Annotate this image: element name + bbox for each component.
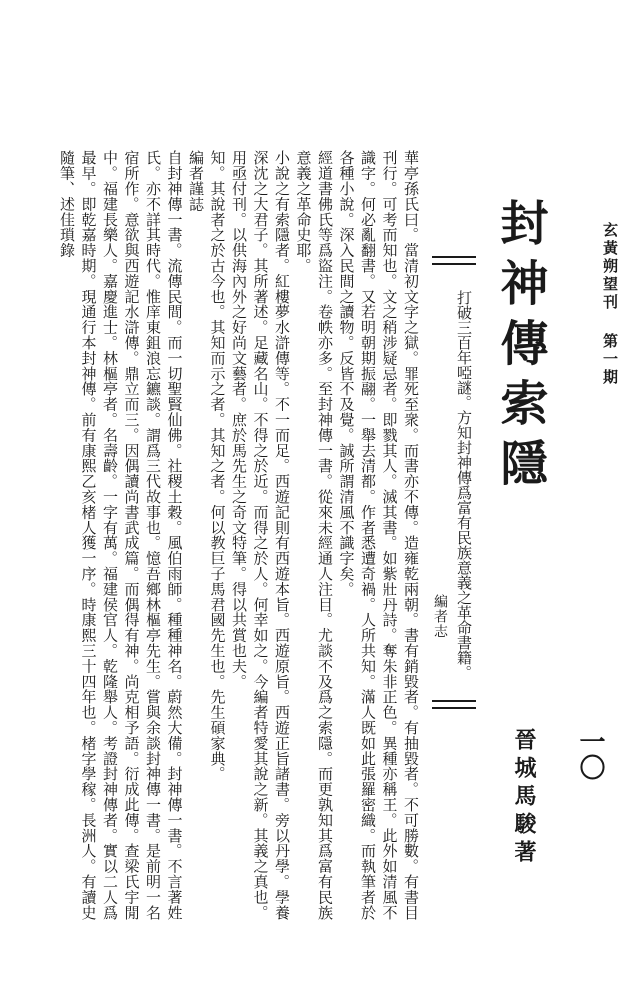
body-paragraph: 小說之有索隱者。紅樓夢水滸傳等。不一而足。西遊記則有西遊本旨。西遊原旨。西遊正旨諸書。旁以丹學。學養深沈之大君子。其所著述。足藏名山。不得之於近。而得之於人。何幸如之。今編者特愛其說之新。其義之真也。用亟付刊。以供海內外之好尚文藝者。庶於馬先生之奇文特筆。得以共賞也夫。 bbox=[230, 150, 291, 920]
divider-rule bbox=[432, 700, 476, 702]
journal-header: 玄黃朔望刊 第一期 bbox=[601, 222, 619, 387]
divider-rule bbox=[432, 263, 476, 265]
body-paragraph: 自封神傳一書。流傳民間。而一切聖賢仙佛。社稷土穀。風伯雨師。種種神名。蔚然大備。封神傳一書。不言著姓氏。亦不詳其時代。惟庠東鉏浪忘鑣談。謂爲三代故事也。憶吾鄉林樞亭先生。嘗與余談封神傳一書。是前明一名宿所作。意欲與西遊記水滸傳。鼎立而三。因偶讀尚書武成篇。而偶得有神。尚克相予語。衍成此傳。查梁氏宇閒中。福建長樂人。嘉慶進士。林樞亭者。名壽齡。一字有萬。福建侯官人。乾隆舉人。考證封神傳者。實以二人爲最早。即乾嘉時期。現通行本封神傳。前有康熙乙亥楮人獲一序。時康熙三十四年也。楮字學稼。長洲人。有讀史隨筆、述佳瑣錄 bbox=[58, 150, 184, 920]
author-name: 馬駿 bbox=[511, 784, 537, 840]
editor-note-sign: 編者謹誌 bbox=[187, 150, 205, 212]
editor-signature: 編者志 bbox=[432, 594, 448, 639]
author-place: 晉城 bbox=[511, 728, 537, 784]
article-title: 封神傳索隱 bbox=[492, 198, 548, 498]
divider-rule bbox=[432, 707, 476, 709]
body-paragraph: 經道書佛氏等爲盜注。卷帙亦多。至封神傳一書。從來未經通人注目。尤談不及爲之索隱。而更孰知其爲富有民族意義之革命史耶。 bbox=[294, 150, 334, 920]
author-role: 著 bbox=[511, 840, 537, 868]
divider-rule bbox=[432, 256, 476, 258]
page-number: 一〇 bbox=[575, 728, 605, 780]
body-paragraph: 華亭孫氏曰。當清初文字之獄。罪死至衆。而書亦不傳。造雍乾兩朝。書有銷毀者。有抽毀者。不可勝數。有書目刊行。可考而知也。文之稍涉疑忌者。即戮其人。滅其書。如紫壯丹詩。奪朱非正色。異種亦稱王。此外如清風不識字。何必亂翻書。又若明朝期振翮。一舉去清都。作者悉遭奇禍。人所共知。滿人既如此張羅密織。而執筆者於各種小說。深入民間之讀物。反皆不及覺。誠所謂清風不識字矣。 bbox=[337, 150, 420, 920]
article-subtitle: 打破三百年啞謎。方知封神傳爲富有民族意義之革命書籍。 bbox=[455, 290, 473, 680]
body-paragraph: 知。其說者之於古今也。其知而示之者。其知之者。何以教巨子馬君國先生也。先生碩家典。 bbox=[208, 150, 227, 782]
article-body bbox=[58, 150, 421, 930]
author-byline bbox=[510, 728, 538, 868]
